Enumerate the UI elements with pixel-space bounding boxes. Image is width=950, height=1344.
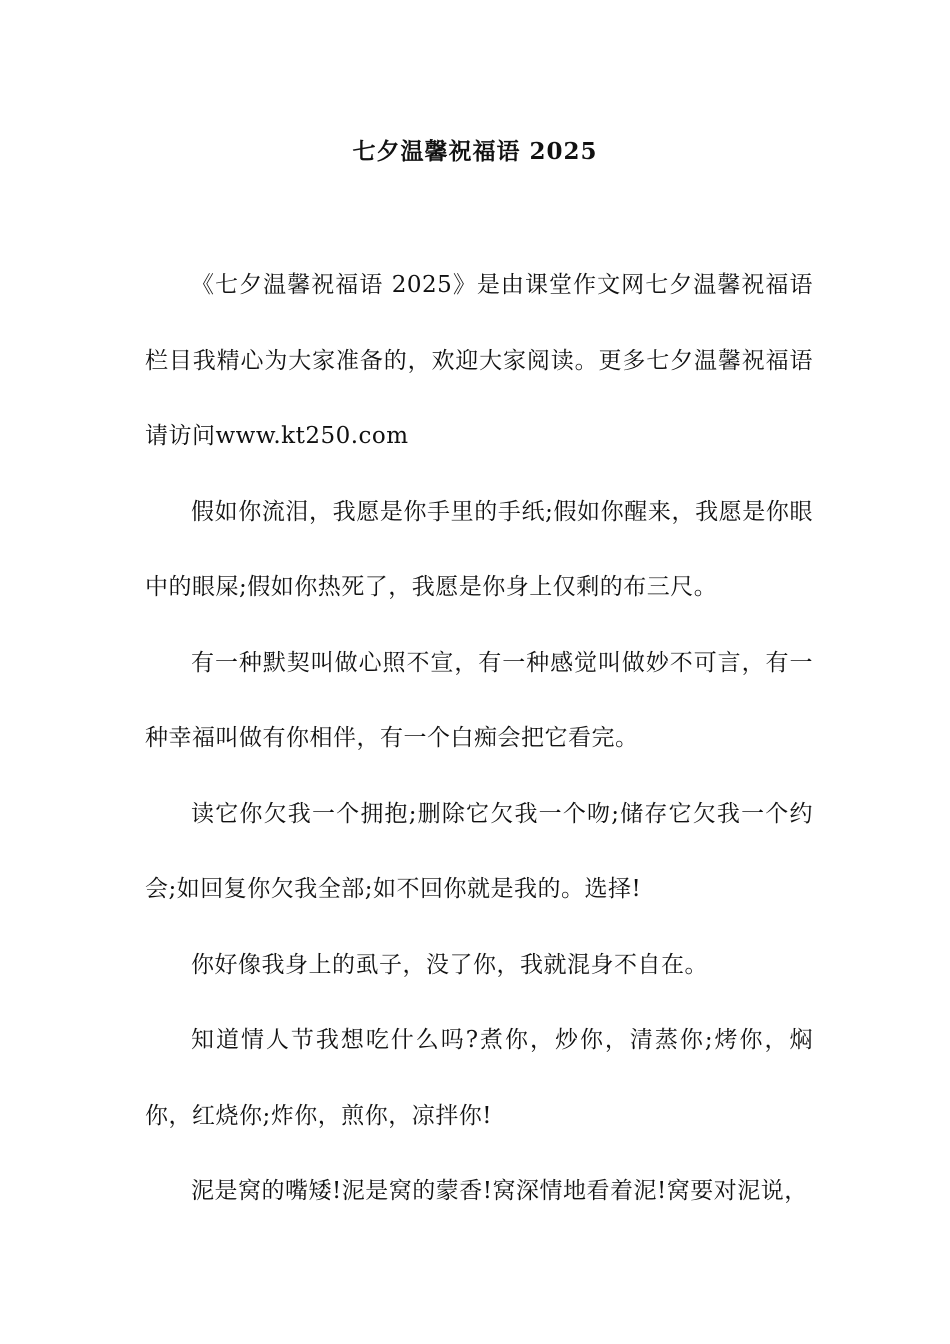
paragraph: 泥是窝的嘴矮!泥是窝的蒙香!窝深情地看着泥!窝要对泥说， <box>191 1178 808 1204</box>
paragraph-intro: 《七夕温馨祝福语 2025》是由课堂作文网七夕温馨祝福语栏目我精心为大家准备的，欢迎大家阅读。更多七夕温馨祝福语请访问www.kt250.com <box>145 272 813 449</box>
paragraph: 假如你流泪，我愿是你手里的手纸;假如你醒来，我愿是你眼中的眼屎;假如你热死了，我愿是你身上仅剩的布三尺。 <box>145 498 813 600</box>
document-body <box>145 248 813 1230</box>
paragraph: 知道情人节我想吃什么吗?煮你，炒你，清蒸你;烤你，焖你，红烧你;炸你，煎你，凉拌你! <box>145 1027 813 1129</box>
paragraph: 读它你欠我一个拥抱;删除它欠我一个吻;储存它欠我一个约会;如回复你欠我全部;如不回你就是我的。选择! <box>145 800 813 902</box>
paragraph: 有一种默契叫做心照不宣，有一种感觉叫做妙不可言，有一种幸福叫做有你相伴，有一个白痴会把它看完。 <box>145 649 813 751</box>
paragraph: 你好像我身上的虱子，没了你，我就混身不自在。 <box>191 951 708 978</box>
document-title: 七夕温馨祝福语 2025 <box>352 138 598 165</box>
